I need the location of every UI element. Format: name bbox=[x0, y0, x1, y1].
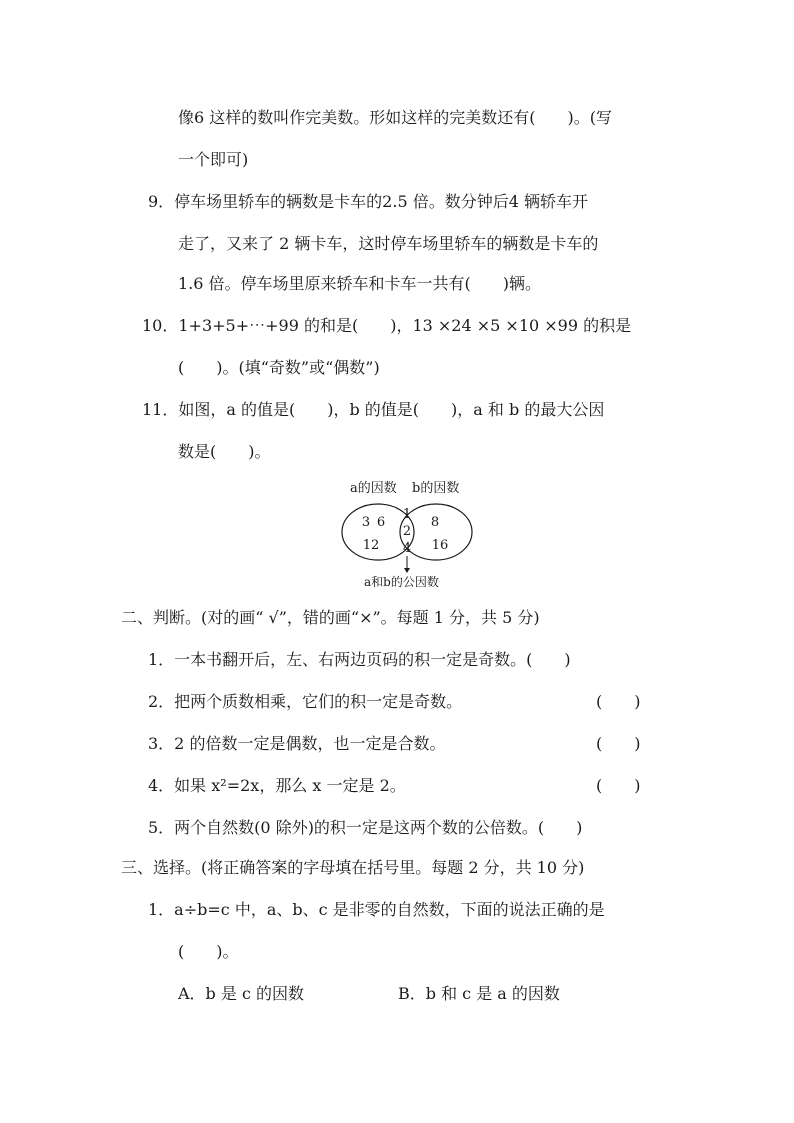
option-b: B．b 和 c 是 a 的因数 bbox=[398, 984, 560, 1003]
option-a: A．b 是 c 的因数 bbox=[178, 984, 305, 1003]
judge-item-2-answer: ( ) bbox=[596, 692, 641, 711]
venn-left-value: 6 bbox=[376, 515, 386, 530]
choice-item-1: 1．a÷b=c 中，a、b、c 是非零的自然数，下面的说法正确的是 bbox=[148, 900, 605, 919]
judge-item-1: 1．一本书翻开后，左、右两边页码的积一定是奇数。( ) bbox=[148, 650, 571, 669]
text-line: 像6 这样的数叫作完美数。形如这样的完美数还有( )。(写 bbox=[178, 108, 612, 127]
judge-item-3-answer: ( ) bbox=[596, 734, 641, 753]
judge-item-3: 3．2 的倍数一定是偶数，也一定是合数。 bbox=[148, 734, 446, 753]
question-9: 9．停车场里轿车的辆数是卡车的2.5 倍。数分钟后4 辆轿车开 bbox=[148, 192, 588, 211]
venn-label-common: a和b的公因数 bbox=[364, 575, 439, 589]
question-9-line-2: 走了，又来了 2 辆卡车，这时停车场里轿车的辆数是卡车的 bbox=[178, 234, 599, 253]
judge-item-2: 2．把两个质数相乘，它们的积一定是奇数。 bbox=[148, 692, 463, 711]
judge-item-4-answer: ( ) bbox=[596, 776, 641, 795]
venn-right-value: 16 bbox=[431, 538, 449, 553]
venn-label-b: b的因数 bbox=[412, 481, 460, 496]
question-10: 10．1+3+5+⋯+99 的和是( )，13 ×24 ×5 ×10 ×99 的积是 bbox=[142, 316, 632, 335]
question-10-line-2: ( )。(填“奇数”或“偶数”) bbox=[178, 358, 380, 377]
question-11: 11．如图，a 的值是( )，b 的值是( )，a 和 b 的最大公因 bbox=[142, 400, 605, 419]
choice-item-1-line-2: ( )。 bbox=[178, 942, 239, 961]
venn-left-value: 12 bbox=[362, 538, 380, 553]
venn-common-value: 4 bbox=[402, 541, 412, 556]
section-3-heading: 三、选择。(将正确答案的字母填在括号里。每题 2 分，共 10 分) bbox=[121, 858, 585, 877]
venn-pointer-arrow bbox=[404, 568, 410, 573]
venn-common-value: 2 bbox=[402, 524, 412, 539]
question-9-line-3: 1.6 倍。停车场里原来轿车和卡车一共有( )辆。 bbox=[178, 274, 542, 293]
question-11-line-2: 数是( )。 bbox=[178, 442, 271, 461]
text-line: 一个即可) bbox=[178, 150, 249, 169]
section-2-heading: 二、判断。(对的画“ √”，错的画“×”。每题 1 分，共 5 分) bbox=[121, 608, 540, 627]
venn-right-value: 8 bbox=[430, 515, 440, 530]
judge-item-5: 5．两个自然数(0 除外)的积一定是这两个数的公倍数。( ) bbox=[148, 818, 583, 837]
judge-item-4: 4．如果 x²=2x，那么 x 一定是 2。 bbox=[148, 776, 406, 795]
venn-left-value: 3 bbox=[361, 515, 371, 530]
venn-common-value: 1 bbox=[402, 507, 412, 522]
venn-label-a: a的因数 bbox=[350, 481, 397, 496]
venn-diagram bbox=[330, 474, 480, 590]
